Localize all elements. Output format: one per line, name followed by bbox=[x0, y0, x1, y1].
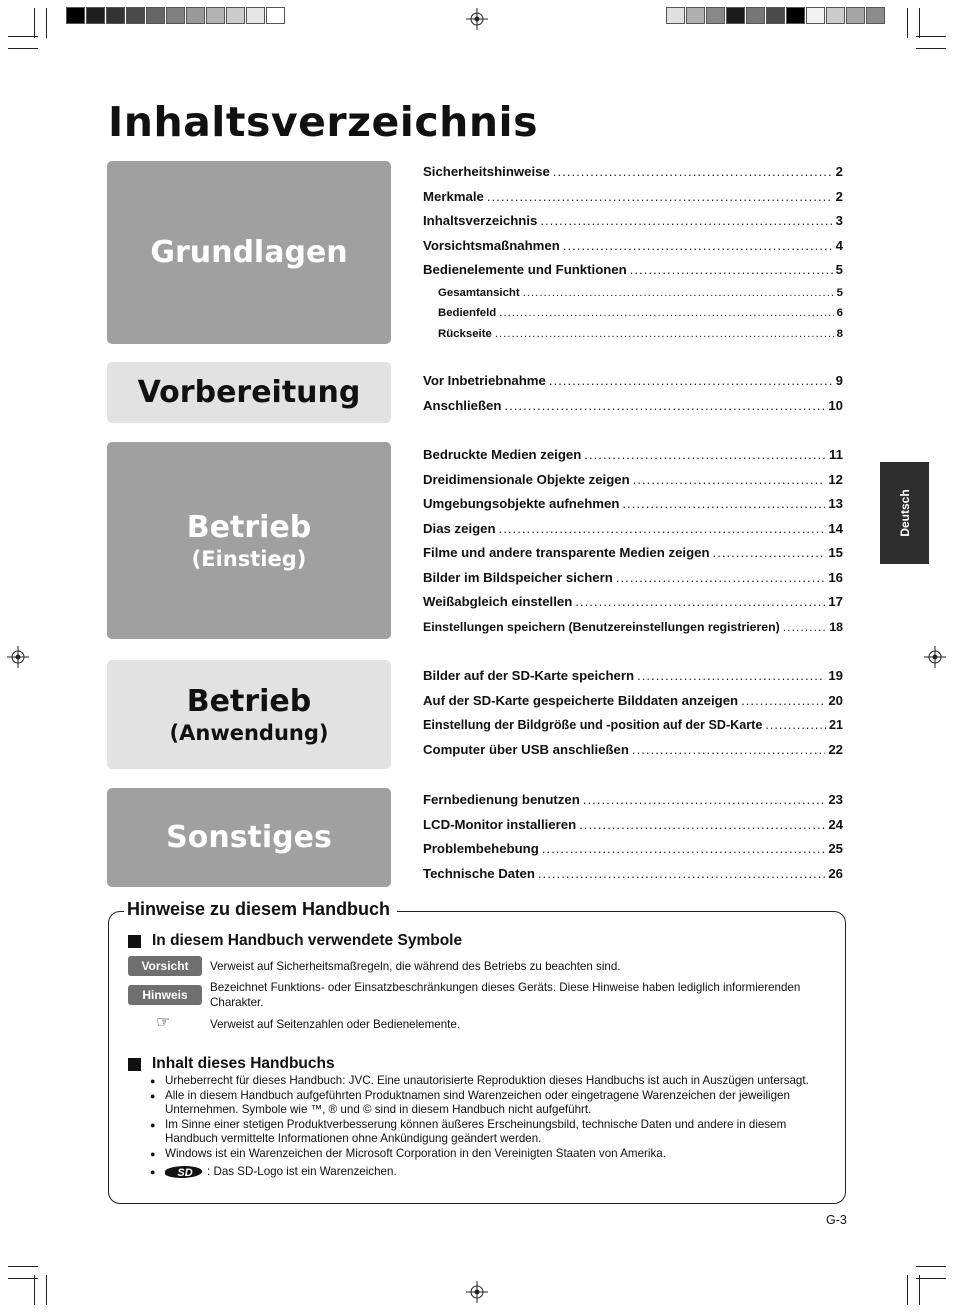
color-swatch bbox=[666, 7, 685, 24]
list-item: ● Alle in diesem Handbuch aufgeführten Produktnamen sind Warenzeichen oder eingetragene Warenzeichen der jeweiligen Unternehmen. Symbole wie ™, ® und © sind in diesem Handbuch nicht aufgeführt. bbox=[150, 1089, 830, 1118]
color-swatch bbox=[846, 7, 865, 24]
toc-entry-label: Bilder im Bildspeicher sichern bbox=[423, 569, 613, 585]
section-title: Betrieb bbox=[186, 683, 312, 719]
section-sonstiges bbox=[107, 788, 391, 887]
toc-entry-page: 3 bbox=[835, 213, 843, 228]
toc-leader-dots bbox=[783, 615, 827, 640]
toc-entry-label: Fernbedienung benutzen bbox=[423, 792, 580, 807]
sd-logo-text: : Das SD-Logo ist ein Warenzeichen. bbox=[207, 1165, 397, 1179]
hand-text: Verweist auf Seitenzahlen oder Bedienelemente. bbox=[210, 1018, 461, 1031]
toc-entry-page: 15 bbox=[828, 545, 843, 560]
toc-leader-dots bbox=[713, 541, 826, 566]
toc-entry[interactable] bbox=[423, 615, 843, 640]
symbols-heading-text: In diesem Handbuch verwendete Symbole bbox=[152, 932, 463, 949]
toc-leader-dots bbox=[575, 590, 825, 615]
toc-entry-page: 22 bbox=[828, 741, 843, 757]
color-swatch bbox=[766, 7, 785, 24]
toc-leader-dots bbox=[563, 234, 833, 259]
content-heading bbox=[128, 1055, 335, 1073]
toc-entry[interactable] bbox=[423, 492, 843, 517]
toc-leader-dots bbox=[499, 517, 826, 542]
content-list bbox=[150, 1074, 830, 1180]
color-swatch bbox=[66, 7, 85, 24]
toc-leader-dots bbox=[523, 283, 834, 304]
square-bullet-icon bbox=[128, 1058, 141, 1071]
toc-entry-label: Bilder auf der SD-Karte speichern bbox=[423, 668, 635, 683]
color-swatch bbox=[166, 7, 185, 24]
toc-entry[interactable] bbox=[423, 590, 843, 615]
list-item: ● Windows ist ein Warenzeichen der Microsoft Corporation in den Vereinigten Staaten von Amerika. bbox=[150, 1147, 830, 1162]
toc-entry-page: 9 bbox=[835, 373, 843, 388]
toc-entry-label: Anschließen bbox=[423, 397, 502, 413]
toc-entry-page: 5 bbox=[836, 286, 843, 299]
vorsicht-badge: Vorsicht bbox=[128, 956, 202, 976]
toc-entry-page: 21 bbox=[828, 718, 843, 732]
toc-entry-label: LCD-Monitor installieren bbox=[423, 816, 577, 832]
toc-entry-page: 13 bbox=[828, 496, 843, 511]
registration-mark-bottom bbox=[466, 1281, 488, 1303]
toc-entry[interactable] bbox=[423, 738, 843, 763]
color-swatch bbox=[266, 7, 285, 24]
toc-entry-page: 11 bbox=[829, 447, 843, 462]
color-swatch bbox=[126, 7, 145, 24]
toc-entry-page: 24 bbox=[828, 816, 843, 832]
toc-entry[interactable] bbox=[423, 713, 843, 738]
svg-text:SD: ● SD bbox=[177, 1167, 193, 1179]
color-swatch bbox=[186, 7, 205, 24]
list-item bbox=[150, 1165, 830, 1180]
vorsicht-text: Verweist auf Sicherheitsmaßregeln, die während des Betriebs zu beachten sind. bbox=[210, 960, 621, 973]
language-tab bbox=[880, 462, 929, 564]
color-swatch bbox=[246, 7, 265, 24]
toc-entry-label: Auf der SD-Karte gespeicherte Bilddaten anzeigen bbox=[423, 692, 739, 708]
section-subtitle: (Anwendung) bbox=[169, 720, 329, 745]
sd-logo-icon bbox=[165, 1165, 205, 1179]
toc-leader-dots bbox=[622, 492, 825, 517]
toc-entry-label: Weißabgleich einstellen bbox=[423, 594, 573, 609]
toc-entry-label: Inhaltsverzeichnis bbox=[423, 213, 538, 228]
notes-title: Hinweise zu diesem Handbuch bbox=[124, 899, 397, 920]
toc-entry-label: Dreidimensionale Objekte zeigen bbox=[423, 471, 630, 487]
toc-entry[interactable] bbox=[423, 234, 843, 259]
toc-leader-dots bbox=[632, 738, 825, 763]
toc-einstieg bbox=[423, 443, 843, 639]
toc-entry[interactable] bbox=[423, 209, 843, 234]
toc-entry-label: Sicherheitshinweise bbox=[423, 164, 550, 179]
toc-entry-label: Gesamtansicht bbox=[438, 286, 520, 299]
color-swatch bbox=[226, 7, 245, 24]
toc-entry-page: 10 bbox=[828, 397, 843, 413]
section-vorbereitung bbox=[107, 362, 391, 423]
toc-entry-label: Vorsichtsmaßnahmen bbox=[423, 237, 560, 253]
color-swatch bbox=[206, 7, 225, 24]
toc-entry-label: Merkmale bbox=[423, 188, 484, 204]
toc-entry[interactable] bbox=[423, 258, 843, 283]
toc-entry-page: 6 bbox=[836, 307, 843, 319]
content-heading-text: Inhalt dieses Handbuchs bbox=[152, 1055, 335, 1072]
toc-entry[interactable] bbox=[423, 541, 843, 566]
section-title: Betrieb bbox=[186, 509, 312, 545]
registration-mark-right bbox=[924, 646, 946, 668]
toc-entry[interactable] bbox=[423, 443, 843, 468]
toc-anwendung bbox=[423, 664, 843, 762]
toc-entry[interactable] bbox=[423, 517, 843, 542]
color-swatch bbox=[826, 7, 845, 24]
toc-entry-label: Technische Daten bbox=[423, 865, 535, 881]
color-swatch bbox=[706, 7, 725, 24]
color-swatch bbox=[786, 7, 805, 24]
hinweis-badge: Hinweis bbox=[128, 985, 202, 1005]
color-swatch bbox=[86, 7, 105, 24]
toc-leader-dots bbox=[765, 713, 826, 738]
toc-entry-label: Computer über USB anschließen bbox=[423, 741, 629, 757]
toc-entry[interactable] bbox=[423, 394, 843, 419]
section-title: Vorbereitung bbox=[137, 374, 361, 410]
toc-entry-label: Bedienelemente und Funktionen bbox=[423, 262, 627, 277]
page-title: Inhaltsverzeichnis bbox=[108, 98, 538, 146]
toc-entry-page: 2 bbox=[835, 188, 843, 204]
toc-leader-dots bbox=[542, 837, 826, 862]
section-title: Grundlagen bbox=[150, 234, 348, 270]
color-swatch bbox=[806, 7, 825, 24]
registration-mark-left bbox=[7, 646, 29, 668]
toc-entry[interactable] bbox=[423, 566, 843, 591]
toc-entry[interactable] bbox=[423, 468, 843, 493]
toc-entry-page: 19 bbox=[828, 668, 843, 683]
toc-leader-dots bbox=[538, 862, 825, 887]
color-swatch bbox=[746, 7, 765, 24]
page-number: G-3 bbox=[826, 1213, 847, 1227]
section-grundlagen bbox=[107, 161, 391, 344]
symbols-heading bbox=[128, 932, 462, 950]
toc-entry-page: 5 bbox=[835, 262, 843, 277]
toc-entry[interactable] bbox=[423, 303, 843, 324]
language-tab-label: Deutsch bbox=[897, 489, 912, 537]
toc-entry-page: 16 bbox=[828, 569, 843, 585]
toc-entry-page: 20 bbox=[828, 692, 843, 708]
toc-entry-page: 25 bbox=[828, 841, 843, 856]
list-item: ● Im Sinne einer stetigen Produktverbesserung können äußeres Erscheinungsbild, technische Daten und andere in diesem Handbuch vermittelte Informationen ohne Ankündigung geändert werden. bbox=[150, 1118, 830, 1147]
toc-entry[interactable] bbox=[423, 837, 843, 862]
color-swatch bbox=[146, 7, 165, 24]
toc-entry-page: 2 bbox=[835, 164, 843, 179]
toc-entry-page: 23 bbox=[828, 792, 843, 807]
toc-leader-dots bbox=[637, 664, 825, 689]
toc-leader-dots bbox=[499, 303, 833, 324]
toc-entry-page: 8 bbox=[836, 327, 843, 340]
toc-leader-dots bbox=[504, 394, 825, 419]
toc-entry[interactable] bbox=[423, 283, 843, 304]
toc-grundlagen bbox=[423, 160, 843, 344]
toc-entry-label: Vor Inbetriebnahme bbox=[423, 373, 546, 388]
toc-entry-label: Bedruckte Medien zeigen bbox=[423, 447, 582, 462]
toc-leader-dots bbox=[630, 258, 833, 283]
registration-mark-top bbox=[466, 8, 488, 30]
toc-leader-dots bbox=[633, 468, 826, 493]
toc-entry[interactable] bbox=[423, 664, 843, 689]
toc-leader-dots bbox=[741, 689, 825, 714]
toc-entry-page: 4 bbox=[835, 237, 843, 253]
toc-entry[interactable] bbox=[423, 369, 843, 394]
toc-entry-label: Einstellung der Bildgröße und -position auf der SD-Karte bbox=[423, 718, 763, 732]
color-bar-right bbox=[666, 7, 886, 25]
toc-entry-label: Problembehebung bbox=[423, 841, 539, 856]
color-swatch bbox=[866, 7, 885, 24]
pointing-hand-icon: ☞ bbox=[156, 1014, 171, 1031]
toc-entry[interactable] bbox=[423, 862, 843, 887]
toc-entry[interactable] bbox=[423, 813, 843, 838]
toc-entry-label: Filme und andere transparente Medien zeigen bbox=[423, 545, 710, 560]
toc-sonstiges bbox=[423, 788, 843, 886]
toc-entry[interactable] bbox=[423, 185, 843, 210]
toc-entry-label: Einstellungen speichern (Benutzereinstellungen registrieren) bbox=[423, 619, 780, 634]
section-betrieb-anwendung bbox=[107, 660, 391, 769]
toc-entry[interactable] bbox=[423, 788, 843, 813]
toc-leader-dots bbox=[583, 788, 826, 813]
color-bar-left bbox=[66, 7, 286, 25]
section-title: Sonstiges bbox=[166, 819, 332, 855]
toc-entry-page: 26 bbox=[828, 865, 843, 881]
color-swatch bbox=[686, 7, 705, 24]
toc-leader-dots bbox=[540, 209, 832, 234]
toc-leader-dots bbox=[553, 160, 833, 185]
toc-entry-label: Bedienfeld bbox=[438, 307, 497, 319]
section-betrieb-einstieg bbox=[107, 442, 391, 639]
list-item: ● Urheberrecht für dieses Handbuch: JVC. Eine unautorisierte Reproduktion dieses Handbuchs ist auch in Auszügen untersagt. bbox=[150, 1074, 830, 1089]
toc-leader-dots bbox=[579, 813, 825, 838]
toc-leader-dots bbox=[487, 185, 833, 210]
hinweis-text: Bezeichnet Funktions- oder Einsatzbeschränkungen dieses Geräts. Diese Hinweise haben lediglich informierenden Charakter. bbox=[210, 981, 801, 1009]
section-subtitle: (Einstieg) bbox=[191, 546, 307, 571]
toc-entry-label: Dias zeigen bbox=[423, 520, 496, 536]
toc-leader-dots bbox=[549, 369, 833, 394]
toc-entry-page: 17 bbox=[828, 594, 843, 609]
toc-entry-page: 12 bbox=[828, 471, 843, 487]
toc-entry-label: Umgebungsobjekte aufnehmen bbox=[423, 496, 620, 511]
toc-entry-label: Rückseite bbox=[438, 327, 492, 340]
toc-entry[interactable] bbox=[423, 689, 843, 714]
toc-leader-dots bbox=[495, 324, 834, 345]
color-swatch bbox=[106, 7, 125, 24]
toc-vorbereitung bbox=[423, 369, 843, 418]
toc-entry-page: 18 bbox=[829, 619, 843, 634]
toc-entry[interactable] bbox=[423, 160, 843, 185]
square-bullet-icon bbox=[128, 935, 141, 948]
color-swatch bbox=[726, 7, 745, 24]
toc-entry[interactable] bbox=[423, 324, 843, 345]
toc-leader-dots bbox=[616, 566, 826, 591]
toc-leader-dots bbox=[584, 443, 826, 468]
toc-entry-page: 14 bbox=[828, 520, 843, 536]
